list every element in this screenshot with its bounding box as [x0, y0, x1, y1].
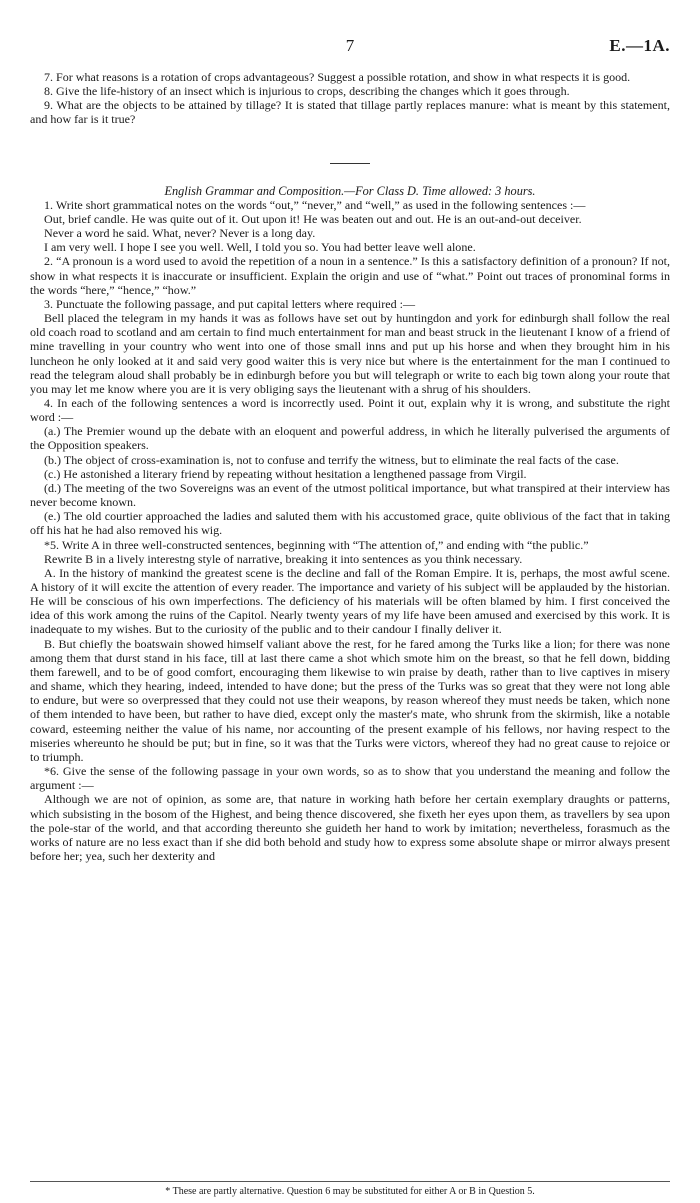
- question-5-rewrite: Rewrite B in a lively interestng style of narrative, breaking it into sentences as you think necessary.: [44, 551, 523, 566]
- question-4-e: (e.) The old courtier approached the ladies and saluted them with his accustomed grace, quite oblivious of the fact that in taking off his hat he had also removed his wig.: [30, 509, 670, 538]
- question-6-intro: *6. Give the sense of the following passage in your own words, so as to show that you understand the meaning and follow the argument :—: [30, 764, 670, 793]
- question-1-sentences-out: Out, brief candle. He was quite out of it. Out upon it! He was beaten out and out. He is an out-and-out deceiver.: [44, 211, 582, 226]
- question-4-b: (b.) The object of cross-examination is, not to confuse and terrify the witness, but to eliminate the real facts of the case.: [44, 452, 619, 467]
- question-4-d: (d.) The meeting of the two Sovereigns was an event of the utmost political importance, but what transpired at their interview has never become known.: [30, 480, 670, 510]
- section-divider: [330, 163, 370, 164]
- question-1-intro: 1. Write short grammatical notes on the words “out,” “never,” and “well,” as used in the following sentences :—: [44, 197, 586, 212]
- page-body: [30, 70, 670, 863]
- question-6-passage: Although we are not of opinion, as some are, that nature in working hath before her certain exemplary draughts or patterns, which subsisting in the bosom of the Highest, and being thence discovered, she fixeth her eyes upon them, as travellers by sea upon the pole-star of the world, and that according thereunto she guideth her hand to work by imitation; nevertheless, forasmuch as the works of nature are no less exact than if she did both behold and study how to express some absolute shape or mirror always present before her; yea, such her dexterity and: [30, 792, 670, 863]
- question-3-passage: Bell placed the telegram in my hands it was as follows have set out by huntingdon and york for edinburgh shall follow the real old coach road to scotland and am certain to find much entertainment for man and beast struck in the lieutenant I know of a friend of mine travelling in your country who went into one of those small inns and put up his horse and when they brought him in his luncheon he only looked at it and said very good waiter this is very nice but where is the entertainment for the man I continued to read the telegram aloud shall probably be in edinburgh before you but will telegraph or write to each big town along your route that you may let me know where you are it is very obliging says the lieutenant with a shrug of his shoulders.: [30, 311, 670, 396]
- question-5-passage-b: B. But chiefly the boatswain showed himself valiant above the rest, for he fared among the Turks like a lion; for there was none among them that durst stand in his face, till at last there came a shot which smote him on the breast, so that he fell down, bidding them farewell, and to be of good comfort, encouraging them likewise to win praise by death, rather than to live captives in misery and shame, which they hearing, indeed, intended to have done; but the press of the Turks was so great that they were not long able to endure, but were so overpressed that they could not use their weapons, by reason whereof they must needs be taken, which none of them intended to have been, but rather to have died, except only the master's mate, who shrunk from the skirmish, like a notable coward, esteeming neither the value of his name, nor accounting of the present example of his fellows, nor having respect to the miseries whereunto he should be put; but in fine, so it was that the Turks were victors, whereof they had no great cause to rejoice or to triumph.: [30, 636, 670, 764]
- section-title: English Grammar and Composition.—For Class D. Time allowed: 3 hours.: [164, 183, 536, 198]
- question-8: 8. Give the life-history of an insect which is injurious to crops, describing the changes which it goes through.: [44, 84, 570, 99]
- question-4-a: (a.) The Premier wound up the debate with an eloquent and powerful address, in which he literally pulverised the arguments of the Opposition speakers.: [30, 424, 670, 453]
- question-4-c: (c.) He astonished a literary friend by repeating without hesitation a lengthened passage from Virgil.: [44, 466, 527, 481]
- footnote: * These are partly alternative. Question 6 may be substituted for either A or B in Question 5.: [165, 1186, 535, 1197]
- question-1-sentences-well: I am very well. I hope I see you well. Well, I told you so. You had better leave well alone.: [44, 240, 476, 255]
- question-1-sentences-never: Never a word he said. What, never? Never is a long day.: [44, 226, 316, 241]
- footnote-divider: [30, 1181, 670, 1182]
- question-2: 2. “A pronoun is a word used to avoid the repetition of a noun in a sentence.” Is this a satisfactory definition of a pronoun? If not, show in what respects it is inaccurate or insufficient. Explain the origin and use of “what.” Point out traces of pronominal forms in the words “here,” “hence,” “how.”: [30, 254, 670, 297]
- page-number: 7: [345, 36, 355, 55]
- question-4-intro: 4. In each of the following sentences a word is incorrectly used. Point it out, explain why it is wrong, and substitute the right word :—: [30, 395, 670, 425]
- question-9: 9. What are the objects to be attained by tillage? It is stated that tillage partly replaces manure: what is meant by this statement, and how far is it true?: [30, 98, 670, 127]
- question-7: 7. For what reasons is a rotation of crops advantageous? Suggest a possible rotation, and show in what respects it is good.: [44, 70, 631, 84]
- document-reference: E.—1A.: [609, 36, 670, 55]
- question-3-intro: 3. Punctuate the following passage, and put capital letters where required :—: [44, 296, 415, 311]
- question-5-passage-a: A. In the history of mankind the greatest scene is the decline and fall of the Roman Empire. It is, perhaps, the most awful scene. A history of it will excite the attention of every reader. The importance and variety of his subject will be applauded by the historian. He will be conscious of his own imperfections. The deficiency of his materials will be often blamed by him. I first conceived the idea of this work among the ruins of the Capitol. Nearly twenty years of my life have been amused and exercised by this work. It is inadequate to my wishes. But to the curiosity of the public and to their candour I finally deliver it.: [30, 565, 670, 637]
- question-5-intro: *5. Write A in three well-constructed sentences, beginning with “The attention of,” and ending with “the public.”: [44, 537, 589, 552]
